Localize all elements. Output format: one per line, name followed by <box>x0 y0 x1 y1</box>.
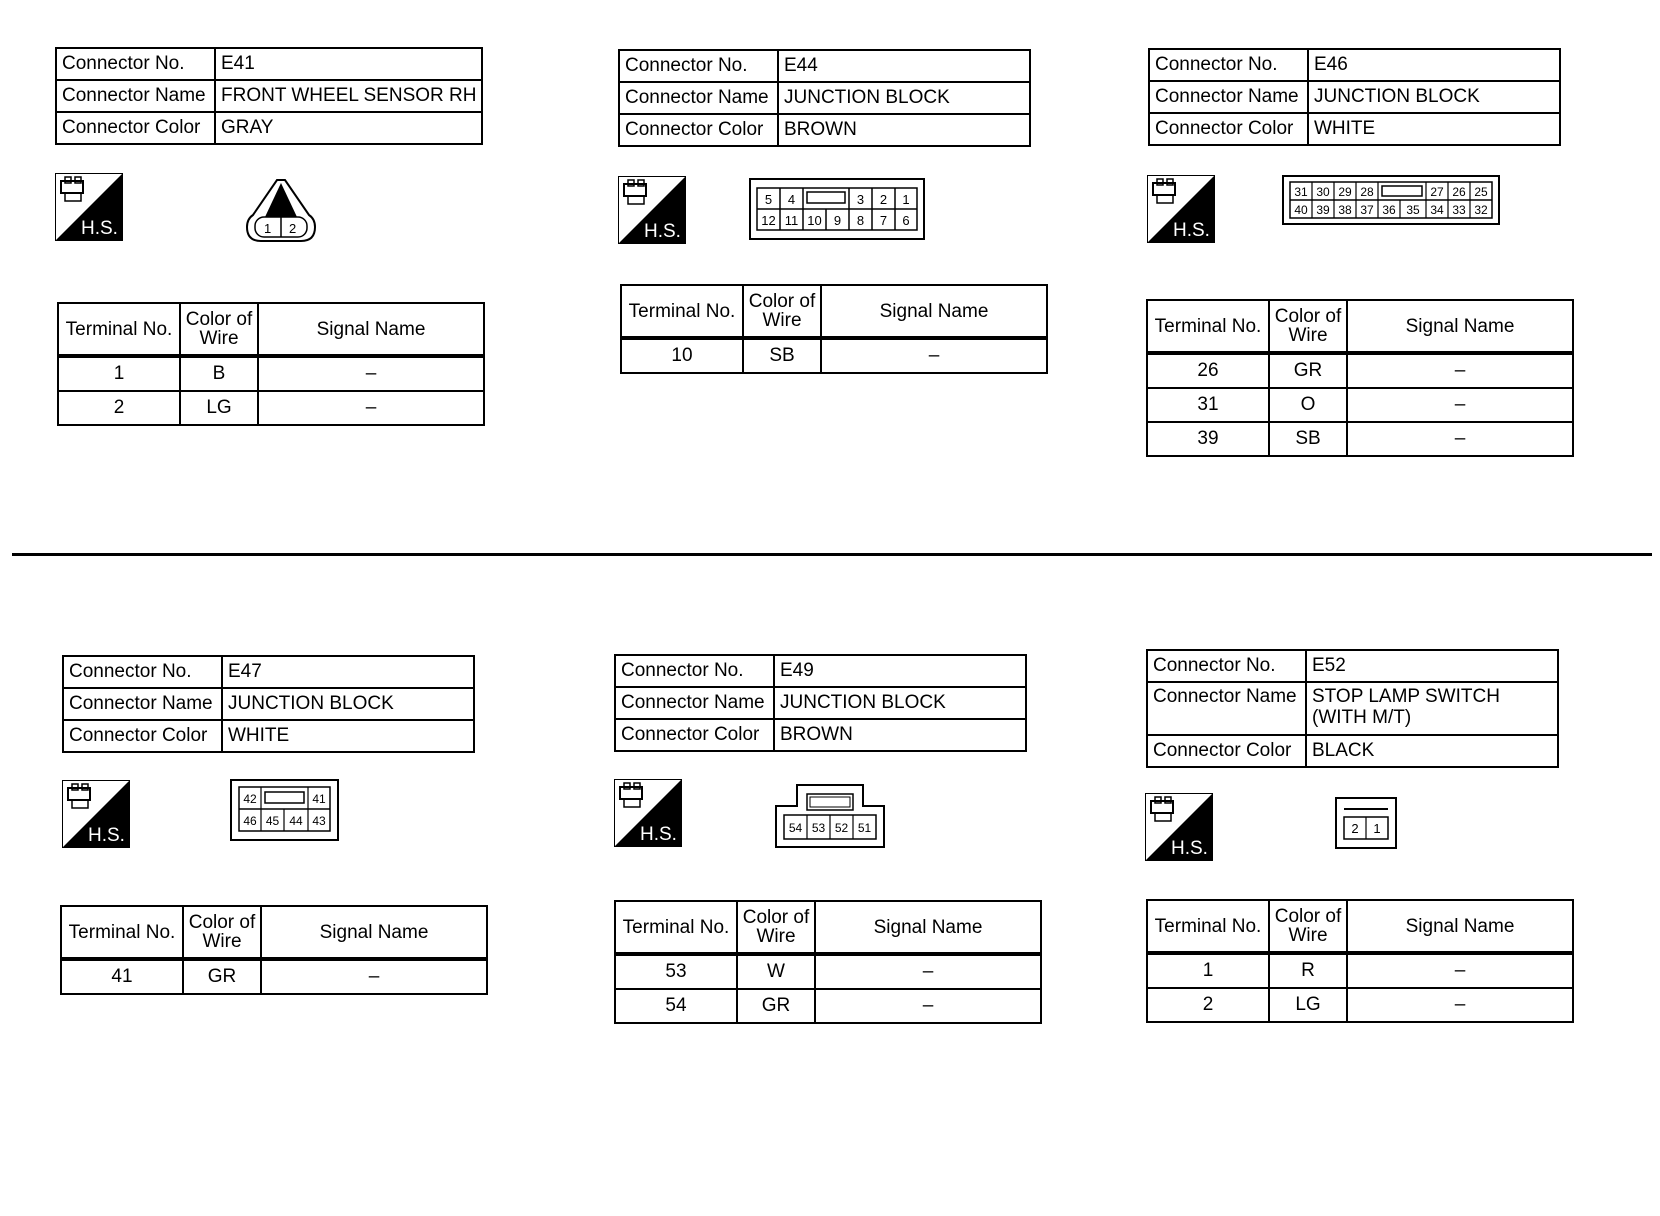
connector-face-e52 <box>1335 797 1397 849</box>
connector-no-value: E41 <box>215 48 482 80</box>
connector-no-value: E46 <box>1308 49 1560 81</box>
pin-label: 5 <box>764 192 773 207</box>
label-connector-no: Connector No. <box>63 656 222 688</box>
pin-label: 36 <box>1382 203 1396 217</box>
svg-text:H.S.: H.S. <box>640 824 677 845</box>
header-signal-name: Signal Name <box>258 303 484 356</box>
label-connector-name: Connector Name <box>56 80 215 112</box>
label-connector-name: Connector Name <box>63 688 222 720</box>
label-connector-name: Connector Name <box>1149 81 1308 113</box>
pin-label: 11 <box>784 213 799 228</box>
pin-label: 43 <box>312 814 326 828</box>
header-terminal-no: Terminal No. <box>1147 900 1269 953</box>
pin-label: 29 <box>1338 185 1352 199</box>
pin-label: 51 <box>857 821 872 835</box>
connector-info-table <box>55 47 483 145</box>
label-connector-no: Connector No. <box>615 655 774 687</box>
label-connector-no: Connector No. <box>1149 49 1308 81</box>
harness-side-icon <box>1145 793 1213 861</box>
header-color-of-wire: Color of Wire <box>737 901 815 954</box>
connector-no-value: E52 <box>1306 650 1558 682</box>
table-row: 1 R – <box>1147 953 1573 988</box>
header-signal-name: Signal Name <box>815 901 1041 954</box>
harness-side-icon <box>55 173 123 241</box>
table-row: 41 GR – <box>61 959 487 994</box>
label-connector-color: Connector Color <box>1147 735 1306 767</box>
pin-label: 27 <box>1430 185 1444 199</box>
label-connector-name: Connector Name <box>619 82 778 114</box>
pin-label: 25 <box>1474 185 1488 199</box>
pin-label: 1 <box>1373 821 1381 836</box>
connector-color-value: BROWN <box>778 114 1030 146</box>
harness-side-icon <box>1147 175 1215 243</box>
table-row: 10 SB – <box>621 338 1047 373</box>
connector-name-value: JUNCTION BLOCK <box>1308 81 1560 113</box>
connector-e52 <box>1146 649 1559 768</box>
connector-info-table <box>62 655 475 753</box>
connector-color-value: GRAY <box>215 112 482 144</box>
header-signal-name: Signal Name <box>1347 300 1573 353</box>
terminal-table-e46 <box>1146 299 1574 457</box>
label-connector-no: Connector No. <box>1147 650 1306 682</box>
terminal-table-e52 <box>1146 899 1574 1023</box>
label-connector-name: Connector Name <box>1147 682 1306 735</box>
connector-color-value: WHITE <box>222 720 474 752</box>
label-connector-no: Connector No. <box>56 48 215 80</box>
table-row: 54 GR – <box>615 989 1041 1023</box>
pin-label: 39 <box>1316 203 1330 217</box>
header-signal-name: Signal Name <box>1347 900 1573 953</box>
harness-side-icon <box>614 779 682 847</box>
header-terminal-no: Terminal No. <box>615 901 737 954</box>
harness-side-icon <box>62 780 130 848</box>
header-signal-name: Signal Name <box>821 285 1047 338</box>
pin-label: 45 <box>265 814 280 828</box>
pin-label: 4 <box>787 192 796 207</box>
label-connector-name: Connector Name <box>615 687 774 719</box>
pin-label: 2 <box>879 192 888 207</box>
connector-info-table <box>1146 649 1559 768</box>
connector-name-value: JUNCTION BLOCK <box>774 687 1026 719</box>
terminal-table-e47 <box>60 905 488 995</box>
pin-label: 2 <box>289 221 297 236</box>
connector-e41 <box>55 47 483 145</box>
section-divider <box>12 553 1652 556</box>
pin-label: 8 <box>856 213 865 228</box>
header-color-of-wire: Color of Wire <box>180 303 258 356</box>
table-row: 26 GR – <box>1147 353 1573 388</box>
connector-e47 <box>62 655 475 753</box>
table-row: 53 W – <box>615 954 1041 989</box>
pin-label: 52 <box>834 821 849 835</box>
connector-e49 <box>614 654 1027 752</box>
pin-label: 38 <box>1338 203 1352 217</box>
header-signal-name: Signal Name <box>261 906 487 959</box>
terminal-table-e49 <box>614 900 1042 1024</box>
header-color-of-wire: Color of Wire <box>183 906 261 959</box>
connector-color-value: WHITE <box>1308 113 1560 145</box>
pin-label: 54 <box>788 821 803 835</box>
terminal-table-e41 <box>57 302 485 426</box>
pin-label: 1 <box>264 221 272 236</box>
connector-name-value: FRONT WHEEL SENSOR RH <box>215 80 482 112</box>
connector-color-value: BLACK <box>1306 735 1558 767</box>
header-color-of-wire: Color of Wire <box>1269 300 1347 353</box>
pin-label: 7 <box>879 213 888 228</box>
label-connector-color: Connector Color <box>63 720 222 752</box>
table-row: 1 B – <box>58 356 484 391</box>
connector-face-e47 <box>230 779 339 841</box>
header-terminal-no: Terminal No. <box>58 303 180 356</box>
pin-label: 42 <box>243 792 257 806</box>
label-connector-no: Connector No. <box>619 50 778 82</box>
pin-label: 41 <box>312 792 326 806</box>
pin-label: 46 <box>243 814 257 828</box>
connector-e44 <box>618 49 1031 147</box>
table-row: 2 LG – <box>1147 988 1573 1022</box>
connector-no-value: E47 <box>222 656 474 688</box>
header-terminal-no: Terminal No. <box>621 285 743 338</box>
pin-label: 35 <box>1406 203 1420 217</box>
pin-label: 32 <box>1474 203 1488 217</box>
connector-face-e41 <box>243 177 318 247</box>
connector-face-e49 <box>775 784 885 848</box>
label-connector-color: Connector Color <box>615 719 774 751</box>
pin-label: 34 <box>1430 203 1444 217</box>
pin-label: 6 <box>902 213 910 228</box>
pin-label: 10 <box>807 213 822 228</box>
pin-label: 12 <box>761 213 776 228</box>
pin-label: 30 <box>1316 185 1330 199</box>
label-connector-color: Connector Color <box>56 112 215 144</box>
connector-info-table <box>618 49 1031 147</box>
pin-label: 40 <box>1294 203 1308 217</box>
label-connector-color: Connector Color <box>1149 113 1308 145</box>
connector-name-value: JUNCTION BLOCK <box>222 688 474 720</box>
svg-text:H.S.: H.S. <box>88 825 125 846</box>
pin-label: 9 <box>833 213 842 228</box>
connector-name-value: JUNCTION BLOCK <box>778 82 1030 114</box>
svg-text:H.S.: H.S. <box>81 218 118 239</box>
pin-label: 44 <box>289 814 303 828</box>
svg-text:H.S.: H.S. <box>1171 838 1208 859</box>
header-color-of-wire: Color of Wire <box>1269 900 1347 953</box>
connector-info-table <box>1148 48 1561 146</box>
header-terminal-no: Terminal No. <box>61 906 183 959</box>
pin-label: 28 <box>1360 185 1374 199</box>
pin-label: 26 <box>1452 185 1466 199</box>
connector-color-value: BROWN <box>774 719 1026 751</box>
pin-label: 1 <box>902 192 910 207</box>
table-row: 31 O – <box>1147 388 1573 422</box>
header-color-of-wire: Color of Wire <box>743 285 821 338</box>
pin-label: 37 <box>1360 203 1374 217</box>
pin-label: 3 <box>856 192 865 207</box>
connector-info-table <box>614 654 1027 752</box>
pin-label: 53 <box>811 821 826 835</box>
connector-face-e44 <box>749 178 925 240</box>
connector-no-value: E44 <box>778 50 1030 82</box>
terminal-table-e44 <box>620 284 1048 374</box>
pin-label: 2 <box>1351 821 1359 836</box>
connector-no-value: E49 <box>774 655 1026 687</box>
pin-label: 31 <box>1294 185 1308 199</box>
table-row: 39 SB – <box>1147 422 1573 456</box>
table-row: 2 LG – <box>58 391 484 425</box>
svg-text:H.S.: H.S. <box>1173 220 1210 241</box>
svg-text:H.S.: H.S. <box>644 221 681 242</box>
connector-e46 <box>1148 48 1561 146</box>
pin-label: 33 <box>1452 203 1466 217</box>
connector-name-value: STOP LAMP SWITCH (WITH M/T) <box>1306 682 1558 735</box>
connector-face-e46 <box>1282 175 1500 225</box>
harness-side-icon <box>618 176 686 244</box>
label-connector-color: Connector Color <box>619 114 778 146</box>
header-terminal-no: Terminal No. <box>1147 300 1269 353</box>
